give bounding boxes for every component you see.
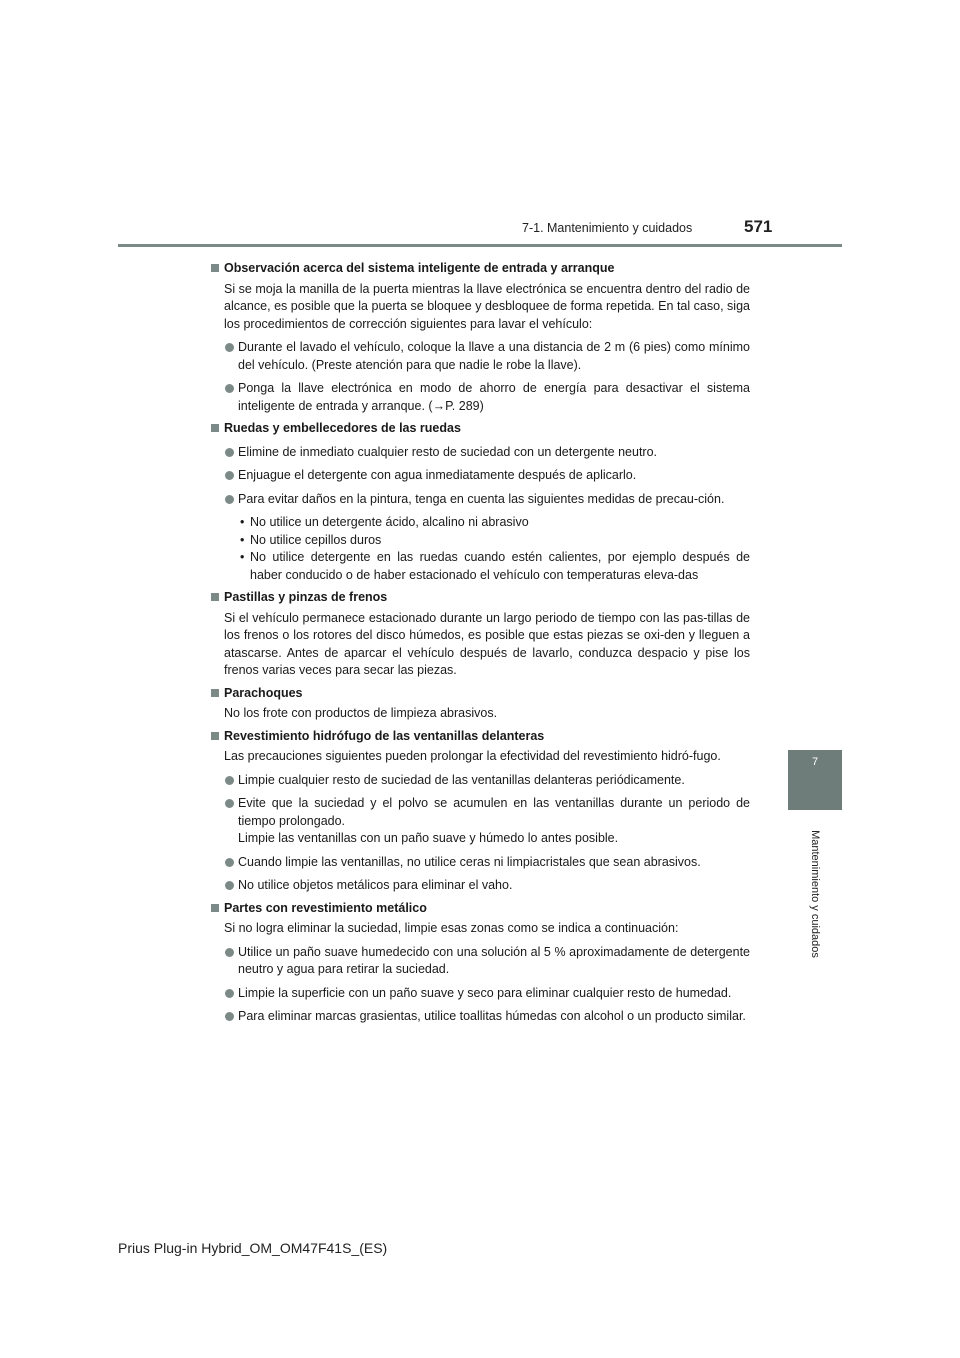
section-brakes	[210, 589, 750, 680]
section-heading: Partes con revestimiento metálico	[210, 900, 750, 918]
section-paragraph: Las precauciones siguientes pueden prolongar la efectividad del revestimiento hidró-fugo.	[224, 749, 721, 763]
page-content	[210, 256, 750, 1031]
footer-doc-id: Prius Plug-in Hybrid_OM_OM47F41S_(ES)	[118, 1240, 388, 1256]
bullet-item: Enjuague el detergente con agua inmediatamente después de aplicarlo.	[210, 467, 750, 485]
bullet-item: Limpie la superficie con un paño suave y seco para eliminar cualquier resto de humedad.	[210, 985, 750, 1003]
section-heading: Parachoques	[210, 685, 750, 703]
bullet-item: Durante el lavado el vehículo, coloque la llave a una distancia de 2 m (6 pies) como mínimo del vehículo. (Preste atención para que nadie le robe la llave).	[210, 339, 750, 374]
section-metal-parts	[210, 900, 750, 1026]
section-water-repellent	[210, 728, 750, 895]
sub-item: • No utilice cepillos duros	[210, 532, 750, 550]
bullet-item: Utilice un paño suave humedecido con una solución al 5 % aproximadamente de detergente neutro y agua para retirar la suciedad.	[210, 944, 750, 979]
chapter-side-label	[788, 816, 842, 972]
section-heading: Ruedas y embellecedores de las ruedas	[210, 420, 750, 438]
bullet-item: Para eliminar marcas grasientas, utilice toallitas húmedas con alcohol o un producto similar.	[210, 1008, 750, 1026]
chapter-side-label-text: Mantenimiento y cuidados	[809, 830, 821, 958]
section-paragraph: Si no logra eliminar la suciedad, limpie esas zonas como se indica a continuación:	[224, 921, 679, 935]
bullet-item: Elimine de inmediato cualquier resto de suciedad con un detergente neutro.	[210, 444, 750, 462]
section-paragraph: Si el vehículo permanece estacionado durante un largo periodo de tiempo con las pas-tillas de los frenos o los rotores del disco húmedos, es posible que estas piezas se oxi-den y lleguen a atascarse. Antes de aparcar el vehículo después de lavarlo, conduzca despacio y pise los frenos varias veces para secar las piezas.	[224, 610, 750, 677]
section-bumpers	[210, 685, 750, 723]
section-heading: Observación acerca del sistema inteligente de entrada y arranque	[210, 260, 750, 278]
header-title: 7-1. Mantenimiento y cuidados	[522, 221, 693, 235]
section-paragraph: Si se moja la manilla de la puerta mientras la llave electrónica se encuentra dentro del radio de alcance, es posible que la puerta se bloquee y desbloquee de forma repetida. En tal caso, siga los procedimientos de corrección siguientes para lavar el vehículo:	[224, 281, 750, 331]
bullet-text: Evite que la suciedad y el polvo se acumulen en las ventanillas durante un periodo de tiempo prolongado.	[238, 796, 750, 828]
section-wheels	[210, 420, 750, 584]
bullet-text-extra: Limpie las ventanillas con un paño suave y húmedo lo antes posible.	[238, 831, 619, 845]
bullet-item	[210, 795, 750, 848]
sub-item: • No utilice un detergente ácido, alcalino ni abrasivo	[210, 514, 750, 532]
chapter-tab	[788, 750, 842, 810]
header-divider	[118, 244, 842, 247]
section-heading: Pastillas y pinzas de frenos	[210, 589, 750, 607]
section-paragraph: No los frote con productos de limpieza abrasivos.	[224, 706, 498, 720]
section-heading: Revestimiento hidrófugo de las ventanillas delanteras	[210, 728, 750, 746]
bullet-item: Limpie cualquier resto de suciedad de las ventanillas delanteras periódicamente.	[210, 772, 750, 790]
sub-item: • No utilice detergente en las ruedas cuando estén calientes, por ejemplo después de haber conducido o de haber estacionado el vehículo con temperaturas eleva-das	[210, 549, 750, 584]
bullet-item: Para evitar daños en la pintura, tenga en cuenta las siguientes medidas de precau-ción.	[210, 491, 750, 509]
bullet-item: Ponga la llave electrónica en modo de ahorro de energía para desactivar el sistema inteligente de entrada y arranque. (→P. 289)	[210, 380, 750, 415]
bullet-item: No utilice objetos metálicos para eliminar el vaho.	[210, 877, 750, 895]
bullet-item: Cuando limpie las ventanillas, no utilice ceras ni limpiacristales que sean abrasivos.	[210, 854, 750, 872]
chapter-tab-number: 7	[811, 756, 819, 768]
section-smart-key	[210, 260, 750, 415]
page-number: 571	[744, 217, 773, 236]
